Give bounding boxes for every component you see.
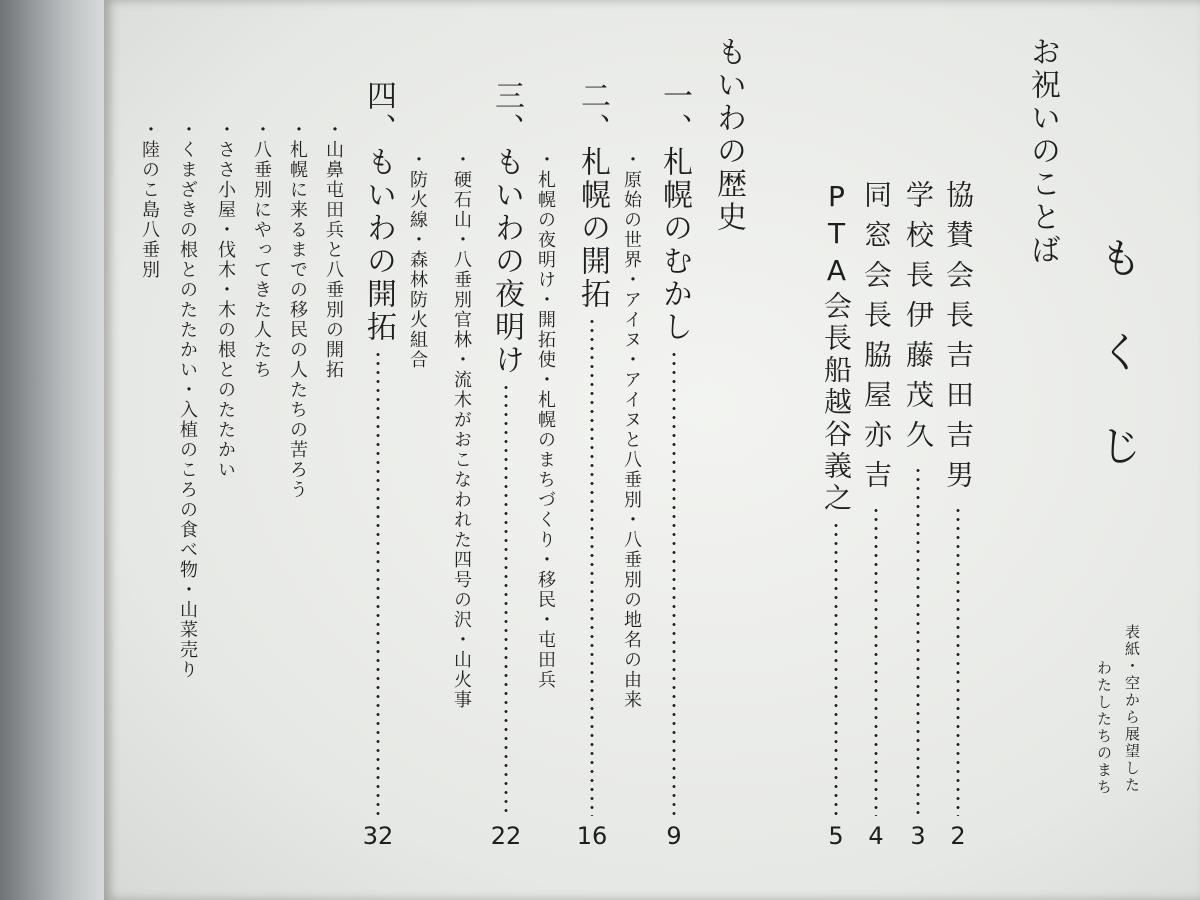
toc-entry-greeting-1[interactable] <box>936 180 980 850</box>
toc-section-3[interactable] <box>484 80 528 850</box>
leader-dots <box>590 317 594 816</box>
page-title: もくじ <box>1094 236 1143 518</box>
toc-section-title: 一、札幌のむかし <box>657 80 692 344</box>
leader-dots <box>916 466 920 816</box>
leader-dots <box>834 521 838 816</box>
toc-entry-greeting-2[interactable] <box>896 180 940 850</box>
toc-subtopics: ・ささ小屋・伐木・木の根とのたたかい <box>215 120 236 480</box>
toc-entry-greeting-4[interactable] <box>814 180 858 850</box>
leader-dots <box>504 383 508 816</box>
toc-section-page: 16 <box>576 822 608 850</box>
toc-entry-page: 3 <box>910 822 926 850</box>
toc-entry-label: 協賛会長吉田吉男 <box>942 180 975 500</box>
toc-entry-page: 5 <box>828 822 844 850</box>
toc-entry-greeting-3[interactable] <box>854 180 898 850</box>
contents-page <box>104 0 1200 900</box>
toc-subtopics: ・札幌の夜明け・開拓使・札幌のまちづくり・移民・屯田兵 <box>535 150 556 690</box>
book-gutter <box>0 0 104 900</box>
cover-caption-line-2: わたしたちのまち <box>1095 660 1113 796</box>
toc-entry-page: 2 <box>950 822 966 850</box>
toc-section-4[interactable] <box>356 80 400 850</box>
toc-section-page: 22 <box>490 822 522 850</box>
toc-section-title: 三、もいわの夜明け <box>489 80 524 377</box>
leader-dots <box>376 350 380 816</box>
toc-subtopics: ・硬石山・八垂別官林・流木がおこなわれた四号の沢・山火事 <box>451 150 472 710</box>
toc-subtopics: ・八垂別にやってきた人たち <box>251 120 272 380</box>
leader-dots <box>672 350 676 816</box>
leader-dots <box>874 506 878 816</box>
leader-dots <box>956 506 960 816</box>
toc-subtopics: ・山鼻屯田兵と八垂別の開拓 <box>323 120 344 380</box>
toc-entry-page: 4 <box>868 822 884 850</box>
history-heading: もいわの歴史 <box>711 36 746 234</box>
toc-section-2[interactable] <box>570 80 614 850</box>
toc-section-1[interactable] <box>652 80 696 850</box>
toc-subtopics: ・原始の世界・アイヌ・アイヌと八垂別・八垂別の地名の由来 <box>621 150 642 710</box>
toc-subtopics: ・防火線・森林防火組合 <box>407 150 428 370</box>
toc-section-page: 32 <box>362 822 394 850</box>
toc-subtopics: ・札幌に来るまでの移民の人たちの苦ろう <box>287 120 308 500</box>
toc-entry-label: PTA会長船越谷義之 <box>820 180 853 515</box>
greetings-heading: お祝いのことば <box>1025 36 1060 267</box>
toc-entry-label: 同窓会長脇屋亦吉 <box>860 180 893 500</box>
toc-subtopics: ・くまざきの根とのたたかい・入植のころの食べ物・山菜売り <box>177 120 198 680</box>
toc-entry-label: 学校長伊藤茂久 <box>902 180 935 460</box>
cover-caption-line-1: 表紙・空から展望した <box>1123 624 1141 794</box>
toc-section-title: 二、札幌の開拓 <box>575 80 610 311</box>
toc-section-page: 9 <box>666 822 682 850</box>
toc-subtopics: ・陸のこ島八垂別 <box>139 120 160 280</box>
toc-section-title: 四、もいわの開拓 <box>361 80 396 344</box>
